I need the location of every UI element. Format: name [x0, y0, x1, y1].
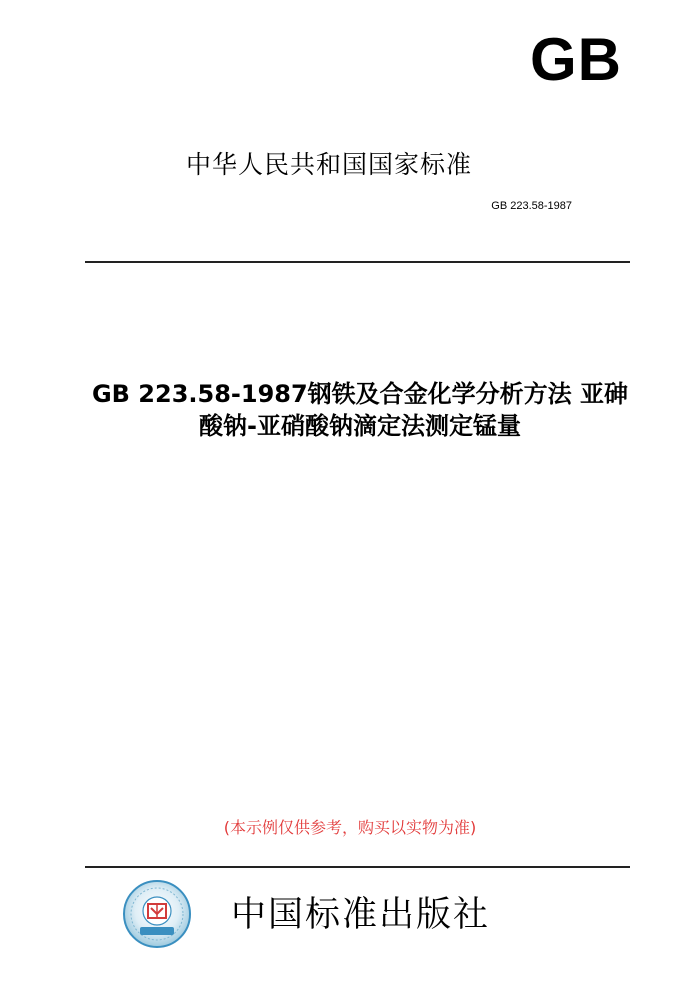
bottom-divider — [85, 866, 630, 868]
document-title — [40, 378, 680, 442]
disclaimer-note: (本示例仅供参考，购买以实物为准) — [223, 818, 477, 837]
national-standard-heading: 中华人民共和国国家标准 — [186, 150, 473, 179]
publisher-name: 中国标准出版社 — [231, 895, 491, 935]
top-divider — [85, 261, 630, 263]
publisher-seal-icon — [122, 879, 192, 949]
standard-number: GB 223.58-1987 — [491, 200, 572, 212]
document-title-line-2: 酸钠-亚硝酸钠滴定法测定锰量 — [199, 412, 521, 440]
gb-logo: GB — [530, 26, 622, 93]
document-title-line-1: GB 223.58-1987钢铁及合金化学分析方法 亚砷 — [91, 380, 629, 408]
